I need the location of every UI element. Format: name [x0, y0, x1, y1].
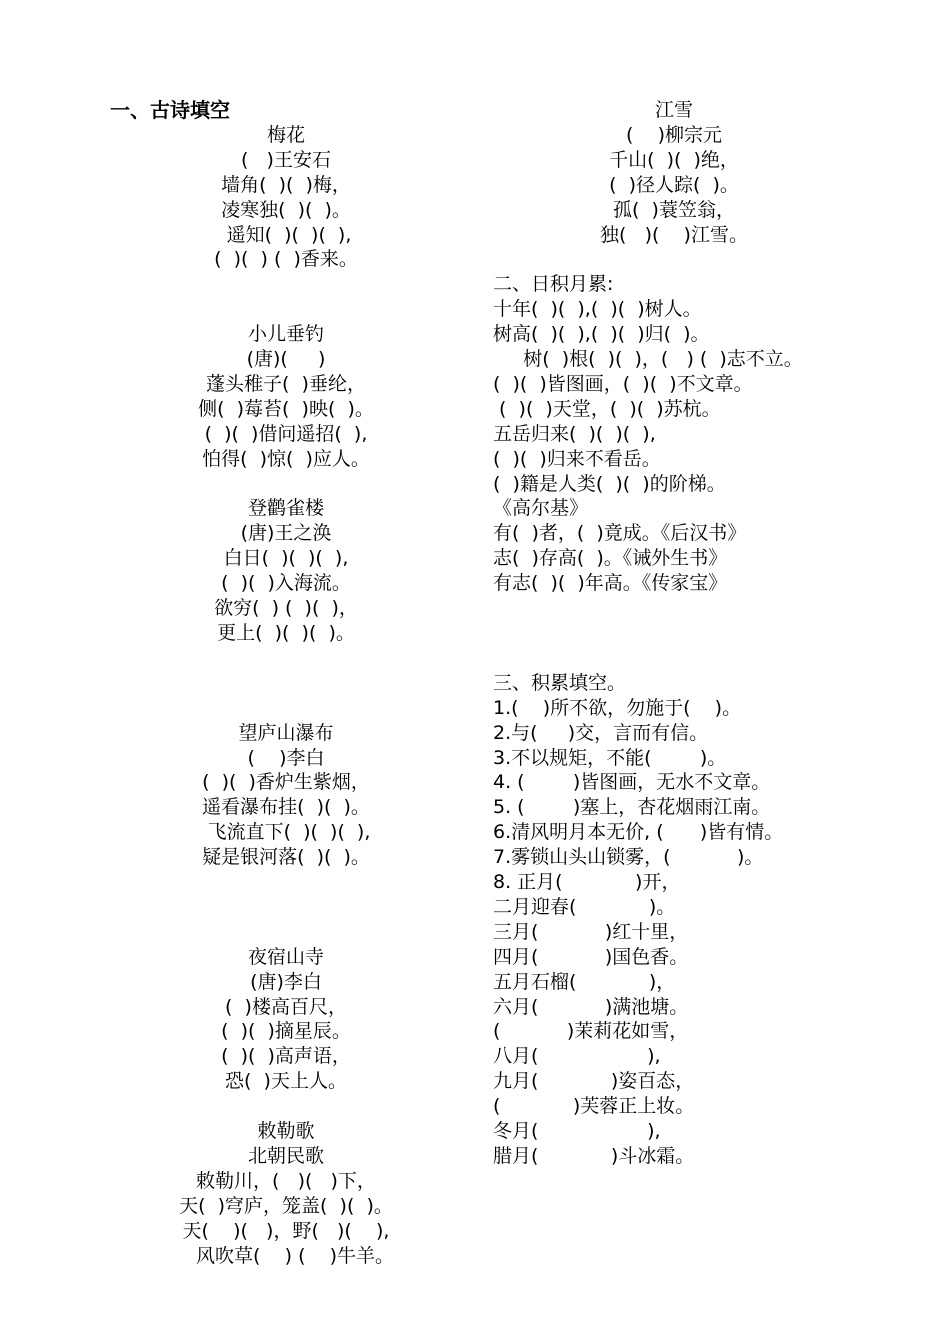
poem-line: ( )( )借问遥招( ), [204, 422, 368, 445]
poem-title: 敕勒歌 [257, 1120, 315, 1143]
right-column [493, 98, 913, 1169]
poem-line: 蓬头稚子( )垂纶， [206, 372, 366, 395]
section-riji-yuelei [493, 272, 913, 596]
section-jilei-tiankong [493, 671, 913, 1169]
poem-line: 遥知( )( )( ), [220, 223, 352, 246]
fill-line: 2.与( )交，言而有信。 [493, 721, 709, 744]
poem-author: ( )李白 [247, 746, 325, 769]
poem-line: 千山( )( )绝， [609, 148, 739, 171]
poem-line: 孤( )蓑笠翁， [613, 198, 735, 221]
section-heading-poems: 一、古诗填空 [110, 98, 230, 122]
fill-line: 二月迎春( )。 [493, 895, 676, 918]
poem-line: 风吹草( ) ( )牛羊。 [177, 1244, 395, 1267]
poem-dengguanquelou [110, 496, 470, 645]
fill-line: 8. 正月( )开， [493, 871, 681, 894]
fill-line: 四月( )国色香。 [493, 945, 689, 968]
fill-line: 有志( )( )年高。《传家宝》 [493, 572, 728, 595]
poem-line: 白日( )( )( ), [223, 547, 349, 570]
poem-xiaoer-chuidiao [110, 322, 470, 471]
left-column [110, 98, 470, 1268]
poem-line: ( )( )摘星辰。 [221, 1020, 351, 1043]
fill-line: 1.( )所不欲，勿施于( )。 [493, 696, 742, 719]
fill-line: 4. ( )皆图画，无水不文章。 [493, 771, 771, 794]
fill-line: 六月( )满池塘。 [493, 995, 689, 1018]
fill-line: 十年( )( ),( )( )树人。 [493, 298, 702, 321]
poem-author: (唐)( ) [246, 348, 326, 371]
poem-line: ( )( ) ( )香来。 [214, 248, 358, 271]
fill-line: 九月( )姿百态， [493, 1070, 695, 1093]
poem-line: ( )( )香炉生紫烟， [202, 771, 370, 794]
fill-line: 有( )者，( )竟成。《后汉书》 [493, 522, 747, 545]
poem-line: 更上( )( )( )。 [217, 622, 355, 644]
fill-line: 树( )根( )( )，( ) ( )志不立。 [493, 348, 803, 371]
poem-author: 北朝民歌 [247, 1144, 324, 1167]
fill-line: 腊月( )斗冰霜。 [493, 1145, 695, 1168]
fill-line: 3.不以规矩，不能( )。 [493, 746, 727, 769]
poem-title: 夜宿山寺 [247, 945, 324, 968]
fill-line: ( )( )归来不看岳。 [493, 447, 661, 470]
poem-line: 飞流直下( )( )( ), [201, 821, 371, 844]
poem-line: ( )( )高声语， [221, 1045, 351, 1068]
poem-line: 凌寒独( )( )。 [221, 198, 351, 221]
poem-title: 望庐山瀑布 [238, 721, 334, 744]
poem-line: 遥看瀑布挂( )( )。 [202, 796, 370, 819]
poem-chilege [110, 1119, 470, 1268]
poem-author: (唐)王之涣 [240, 522, 332, 545]
fill-line: 五月石榴( )， [493, 970, 676, 993]
poem-line: 疑是银河落( )( )。 [202, 846, 370, 869]
fill-line: 八月( ), [493, 1045, 661, 1068]
fill-line: 5. ( )塞上，杏花烟雨江南。 [493, 796, 771, 819]
poem-line: 天( )穹庐，笼盖( )( )。 [179, 1194, 393, 1217]
poem-line: ( )楼高百尺， [225, 995, 347, 1018]
fill-line: ( )( )天堂，( )( )苏杭。 [493, 397, 721, 420]
poem-line: 墙角( )( )梅， [221, 173, 351, 196]
fill-line: ( )芙蓉正上妆。 [493, 1095, 695, 1118]
fill-line: ( )茉莉花如雪， [493, 1020, 689, 1043]
poem-line: 恐( )天上人。 [225, 1070, 347, 1093]
poem-jiangxue [493, 98, 913, 247]
poem-line: 怕得( )惊( )应人。 [202, 447, 370, 470]
fill-line: 6.清风明月本无价, ( )皆有情。 [493, 821, 784, 844]
poem-line: ( )( )入海流。 [221, 572, 351, 595]
poem-line: ( )径人踪( )。 [609, 173, 739, 196]
fill-line: 《高尔基》 [493, 497, 589, 520]
section-heading: 二、日积月累: [493, 273, 614, 296]
poem-line: 侧( )莓苔( )映( )。 [198, 397, 374, 420]
fill-line: 树高( )( ),( )( )归( )。 [493, 323, 710, 346]
poem-line: 欲穷( ) ( )( )， [214, 597, 358, 620]
fill-line: 7.雾锁山头山锁雾，( )。 [493, 846, 764, 869]
poem-yesu-shansi [110, 945, 470, 1094]
poem-title: 登鹳雀楼 [247, 497, 324, 520]
poem-author: ( )王安石 [241, 148, 331, 171]
fill-line: 冬月( ), [493, 1120, 661, 1143]
poem-title: 梅花 [266, 123, 305, 146]
section-heading: 三、积累填空。 [493, 671, 627, 694]
poem-line: 天( )( )，野( )( ), [182, 1219, 390, 1242]
fill-line: 志( )存高( )。《诫外生书》 [493, 547, 728, 570]
poem-meihua [110, 123, 470, 272]
fill-line: ( )籍是人类( )( )的阶梯。 [493, 472, 726, 495]
fill-line: 五岳归来( )( )( ), [493, 422, 656, 445]
poem-author: (唐)李白 [250, 970, 322, 993]
fill-line: 三月( )红十里， [493, 920, 689, 943]
poem-line: 独( )( )江雪。 [600, 223, 748, 246]
poem-title: 江雪 [654, 99, 693, 121]
poem-wanglushan-pubu [110, 721, 470, 870]
poem-line: 敕勒川，( )( )下， [196, 1169, 376, 1192]
poem-author: ( )柳宗元 [626, 123, 722, 146]
fill-line: ( )( )皆图画，( )( )不文章。 [493, 372, 753, 395]
poem-title: 小儿垂钓 [247, 323, 324, 346]
